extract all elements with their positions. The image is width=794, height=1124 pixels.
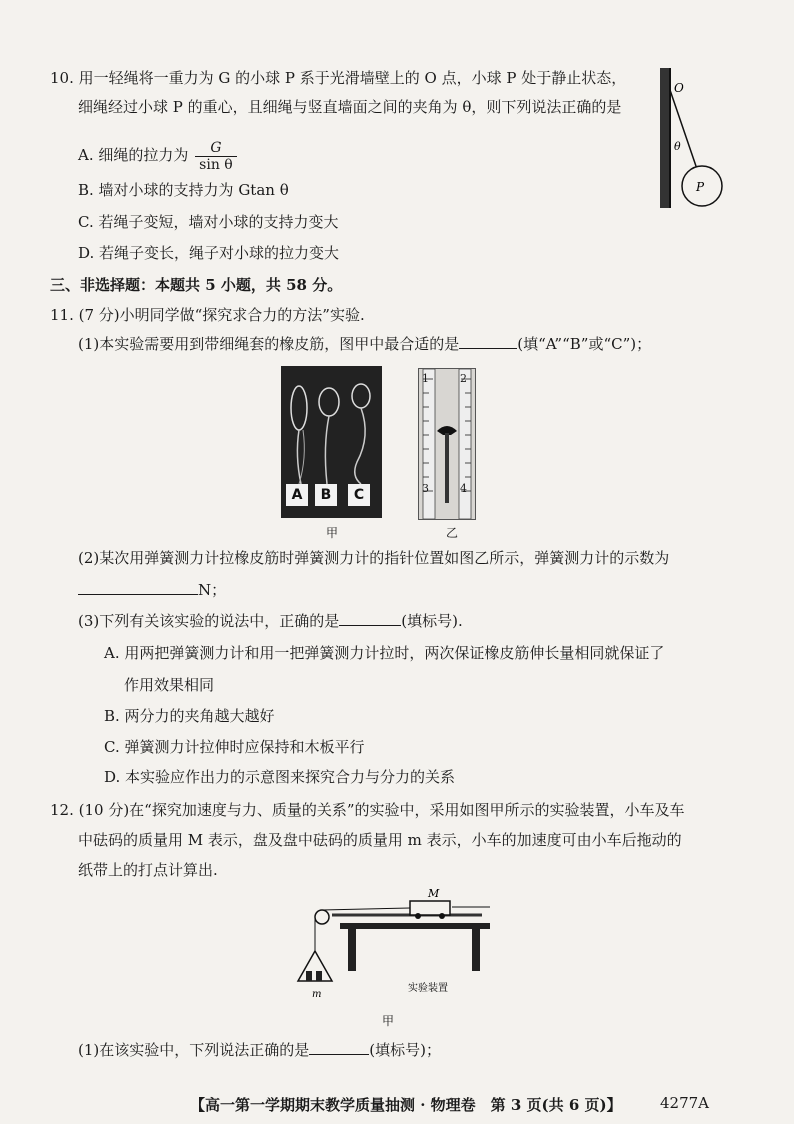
label-m-cart: M xyxy=(428,887,440,900)
q10-stem-line2: 细绳经过小球 P 的重心，且细绳与竖直墙面之间的夹角为 θ，则下列说法正确的是 xyxy=(78,98,622,116)
label-theta: θ xyxy=(674,140,681,153)
q11-part1-text: (1)本实验需要用到带细绳套的橡皮筋，图甲中最合适的是 xyxy=(78,335,460,353)
string-horizontal xyxy=(322,908,410,910)
q10-option-a xyxy=(78,136,237,174)
q10-fraction-denominator: sin θ xyxy=(199,156,233,173)
label-a: A xyxy=(286,484,308,506)
q11-part3-text: (3)下列有关该实验的说法中，正确的是 xyxy=(78,612,340,630)
scale-tick-2: 2 xyxy=(460,372,467,385)
hanging-pan xyxy=(298,951,332,981)
label-m-pan: m xyxy=(312,989,322,1000)
q11-part3-blank xyxy=(339,611,401,626)
table-top xyxy=(340,923,490,929)
q10-option-b: B. 墙对小球的支持力为 Gtan θ xyxy=(78,181,289,199)
table-leg-left xyxy=(348,929,356,971)
figure-jia-caption: 甲 xyxy=(326,526,339,540)
q11-part3-suffix: (填标号). xyxy=(401,612,463,630)
q11-part1-suffix: (填“A”“B”或“C”)； xyxy=(517,335,652,353)
q12-part1 xyxy=(78,1040,441,1060)
q12-figure-jia-caption: 甲 xyxy=(382,1014,395,1028)
q11-part3 xyxy=(78,611,463,631)
q10-wall-ball-figure xyxy=(640,60,740,220)
q10-fraction-numerator: G xyxy=(195,140,237,157)
cart-body xyxy=(410,901,450,915)
q12-part1-suffix: (填标号)； xyxy=(369,1041,441,1059)
apparatus-label: 实验装置 xyxy=(408,983,448,994)
q11-part2: (2)某次用弹簧测力计拉橡皮筋时弹簧测力计的指针位置如图乙所示，弹簧测力计的示数为 xyxy=(78,549,670,567)
label-p: P xyxy=(696,180,705,194)
q10-stem-line1: 10. 用一轻绳将一重力为 G 的小球 P 系于光滑墙壁上的 O 点，小球 P 处于静止状态， xyxy=(50,69,627,87)
label-b: B xyxy=(315,484,337,506)
footer-title: 【高一第一学期期末教学质量抽测 · 物理卷 第 3 页(共 6 页)】 xyxy=(190,1096,622,1114)
scale-tick-4: 4 xyxy=(460,482,467,495)
q12-apparatus-figure xyxy=(292,885,492,1015)
scale-tick-1: 1 xyxy=(422,372,429,385)
q11-part2-unit: N； xyxy=(198,581,227,599)
footer-code: 4277A xyxy=(660,1094,710,1112)
q11-option-a-line1: A. 用两把弹簧测力计和用一把弹簧测力计拉时，两次保证橡皮筋伸长量相同就保证了 xyxy=(104,644,665,662)
q10-option-c: C. 若绳子变短，墙对小球的支持力变大 xyxy=(78,213,339,231)
label-c: C xyxy=(348,484,370,506)
table-leg-right xyxy=(472,929,480,971)
q11-stem: 11. (7 分)小明同学做“探究求合力的方法”实验. xyxy=(50,306,365,324)
q10-option-a-fraction xyxy=(195,140,237,173)
scale-tick-3: 3 xyxy=(422,482,429,495)
q11-part2-answer xyxy=(78,580,226,600)
spring-scale-drawing xyxy=(419,369,475,519)
section3-heading: 三、非选择题：本题共 5 小题，共 58 分。 xyxy=(50,276,343,294)
q12-stem-line2: 中砝码的质量用 M 表示，盘及盘中砝码的质量用 m 表示，小车的加速度可由小车后拖动的 xyxy=(78,831,682,849)
figure-yi-caption: 乙 xyxy=(446,526,459,540)
q12-stem-line1: 12. (10 分)在“探究加速度与力、质量的关系”的实验中，采用如图甲所示的实验装置，小车及车 xyxy=(50,801,685,819)
pulley-icon xyxy=(315,910,329,924)
q11-part1 xyxy=(78,334,651,354)
q12-part1-text: (1)在该实验中，下列说法正确的是 xyxy=(78,1041,310,1059)
q10-option-d: D. 若绳子变长，绳子对小球的拉力变大 xyxy=(78,244,340,262)
label-o: O xyxy=(674,81,684,95)
wall-hatching xyxy=(660,68,670,208)
spring-scale-photo xyxy=(418,368,476,520)
q12-part1-blank xyxy=(309,1040,369,1055)
rope-line xyxy=(670,90,698,172)
q11-part2-blank xyxy=(78,580,198,595)
q11-option-b: B. 两分力的夹角越大越好 xyxy=(104,707,275,725)
q11-option-c: C. 弹簧测力计拉伸时应保持和木板平行 xyxy=(104,738,365,756)
q10-option-a-text: A. 细绳的拉力为 xyxy=(78,146,189,164)
q11-option-a-line2: 作用效果相同 xyxy=(124,676,215,694)
q12-stem-line3: 纸带上的打点计算出. xyxy=(78,861,218,879)
q11-part1-blank xyxy=(459,334,517,349)
q11-option-d: D. 本实验应作出力的示意图来探究合力与分力的关系 xyxy=(104,768,456,786)
